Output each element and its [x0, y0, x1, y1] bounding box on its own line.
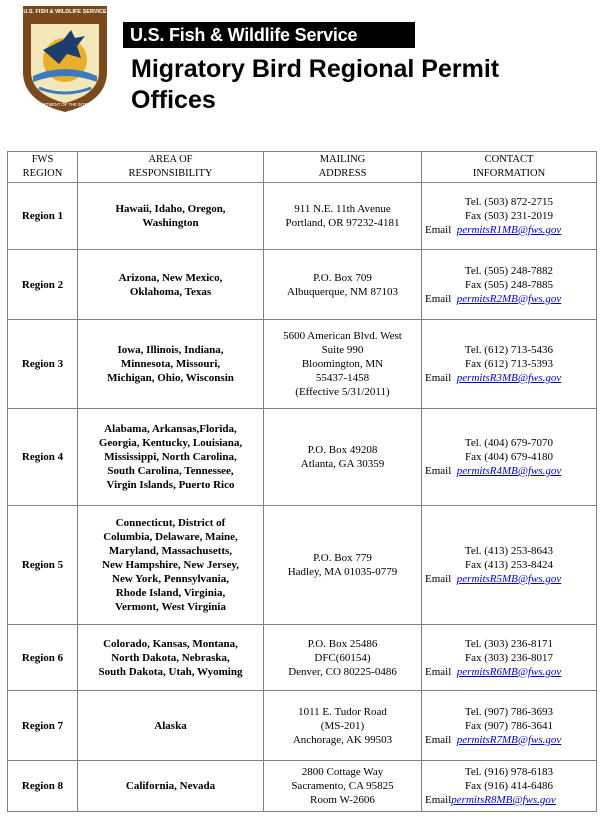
- contact-information: [422, 183, 597, 250]
- telephone: Tel. (303) 236-8171: [464, 637, 554, 650]
- fax: Fax (503) 231-2019: [465, 210, 553, 222]
- region-name: Region 1: [8, 183, 78, 250]
- address-line: (Effective 5/31/2011): [295, 386, 390, 398]
- email-label: Email: [425, 665, 452, 678]
- fax: Fax (505) 248-7885: [465, 278, 553, 291]
- email-label: Email: [425, 465, 452, 477]
- region-name: Region 8: [8, 761, 78, 812]
- address-line: P.O. Box 779: [313, 552, 372, 564]
- address-line: P.O. Box 25486: [307, 637, 378, 650]
- email-line: [425, 292, 593, 306]
- address-line: P.O. Box 49208: [307, 444, 378, 456]
- address-line: 5600 American Blvd. West: [283, 330, 402, 342]
- email-link[interactable]: permitsR5MB@fws.gov: [456, 573, 562, 585]
- area-line: South Carolina, Tennessee,: [107, 465, 234, 477]
- email-link[interactable]: permitsR8MB@fws.gov: [451, 794, 556, 806]
- table-header-row: [8, 152, 597, 183]
- email-label: Email: [425, 573, 452, 585]
- address-line: P.O. Box 709: [313, 271, 372, 284]
- telephone: Tel. (916) 978-6183: [464, 766, 554, 778]
- email-label: Email: [425, 794, 452, 806]
- logo-top-text: U.S. FISH & WILDLIFE SERVICE: [23, 9, 107, 15]
- email-line: [425, 793, 593, 807]
- mailing-address: [264, 409, 422, 506]
- address-line: Atlanta, GA 30359: [300, 458, 385, 470]
- col-header-region: FWS REGION: [8, 152, 78, 183]
- area-line: Connecticut, District of: [115, 517, 226, 529]
- table-row: [8, 183, 597, 250]
- area-of-responsibility: [78, 625, 264, 691]
- telephone: Tel. (907) 786-3693: [464, 705, 554, 718]
- area-line: Georgia, Kentucky, Louisiana,: [98, 437, 243, 449]
- area-line: Mississippi, North Carolina,: [104, 451, 237, 463]
- telephone: Tel. (413) 253-8643: [464, 545, 554, 557]
- area-line: North Dakota, Nebraska,: [111, 651, 230, 664]
- page-title: [131, 54, 591, 116]
- col-header-address: MAILING ADDRESS: [264, 152, 422, 183]
- email-label: Email: [425, 372, 452, 384]
- email-line: [425, 464, 593, 478]
- area-line: Michigan, Ohio, Wisconsin: [107, 372, 234, 384]
- agency-banner: U.S. Fish & Wildlife Service: [123, 22, 415, 48]
- region-name: Region 2: [8, 250, 78, 320]
- address-line: 55437-1458: [315, 372, 370, 384]
- area-of-responsibility: [78, 320, 264, 409]
- col-header-area: AREA OF RESPONSIBILITY: [78, 152, 264, 183]
- email-line: [425, 371, 593, 385]
- address-line: 911 N.E. 11th Avenue: [294, 203, 391, 215]
- table-row: [8, 761, 597, 812]
- address-line: Hadley, MA 01035-0779: [287, 566, 398, 578]
- area-line: Washington: [142, 217, 199, 229]
- area-line: California, Nevada: [125, 780, 216, 792]
- region-name: Region 5: [8, 506, 78, 625]
- fax: Fax (916) 414-6486: [465, 780, 553, 792]
- fax: Fax (404) 679-4180: [465, 451, 553, 463]
- area-line: Vermont, West Virginia: [115, 601, 226, 613]
- email-label: Email: [425, 292, 452, 305]
- fws-logo: [19, 2, 111, 114]
- contact-information: [422, 691, 597, 761]
- contact-information: [422, 761, 597, 812]
- address-line: Room W-2606: [310, 794, 375, 806]
- telephone: Tel. (612) 713-5436: [464, 344, 554, 356]
- address-line: DFC(60154): [314, 651, 371, 664]
- contact-information: [422, 506, 597, 625]
- address-line: Anchorage, AK 99503: [292, 733, 393, 746]
- email-link[interactable]: permitsR4MB@fws.gov: [456, 465, 562, 477]
- logo-bottom-text: DEPARTMENT OF THE INTERIOR: [32, 102, 98, 107]
- mailing-address: [264, 183, 422, 250]
- area-of-responsibility: [78, 506, 264, 625]
- area-line: Rhode Island, Virginia,: [115, 587, 226, 599]
- address-line: Bloomington, MN: [301, 358, 384, 370]
- mailing-address: [264, 506, 422, 625]
- area-of-responsibility: [78, 250, 264, 320]
- area-line: Arizona, New Mexico,: [118, 271, 223, 284]
- region-name: Region 6: [8, 625, 78, 691]
- area-line: Virgin Islands, Puerto Rico: [106, 479, 235, 491]
- contact-information: [422, 625, 597, 691]
- address-line: Denver, CO 80225-0486: [288, 665, 397, 678]
- email-link[interactable]: permitsR6MB@fws.gov: [456, 665, 562, 678]
- mailing-address: [264, 320, 422, 409]
- area-of-responsibility: [78, 691, 264, 761]
- contact-information: [422, 409, 597, 506]
- address-line: Suite 990: [321, 344, 364, 356]
- mailing-address: [264, 250, 422, 320]
- area-line: Columbia, Delaware, Maine,: [103, 531, 238, 543]
- fax: Fax (413) 253-8424: [465, 559, 553, 571]
- area-line: Alabama, Arkansas,Florida,: [104, 423, 237, 435]
- area-line: New York, Pennsylvania,: [112, 573, 229, 585]
- email-line: [425, 572, 593, 586]
- area-line: Iowa, Illinois, Indiana,: [117, 344, 224, 356]
- address-line: 2800 Cottage Way: [301, 766, 384, 778]
- email-line: [425, 665, 593, 679]
- email-line: [425, 223, 593, 237]
- email-link[interactable]: permitsR3MB@fws.gov: [456, 372, 562, 384]
- telephone: Tel. (505) 248-7882: [464, 264, 554, 277]
- area-line: New Hampshire, New Jersey,: [102, 559, 239, 571]
- fax: Fax (612) 713-5393: [465, 358, 553, 370]
- fax: Fax (303) 236-8017: [465, 651, 553, 664]
- address-line: Portland, OR 97232-4181: [285, 217, 400, 229]
- email-link[interactable]: permitsR7MB@fws.gov: [456, 733, 562, 746]
- address-line: (MS-201): [320, 719, 365, 732]
- email-link[interactable]: permitsR2MB@fws.gov: [456, 292, 562, 305]
- region-name: Region 4: [8, 409, 78, 506]
- email-link[interactable]: permitsR1MB@fws.gov: [456, 224, 562, 236]
- table-row: [8, 625, 597, 691]
- contact-information: [422, 250, 597, 320]
- table-row: [8, 250, 597, 320]
- area-of-responsibility: [78, 761, 264, 812]
- area-line: South Dakota, Utah, Wyoming: [98, 665, 243, 678]
- area-line: Alaska: [154, 719, 187, 732]
- page-title-line2: Offices: [131, 86, 216, 114]
- permit-offices-table: [7, 151, 597, 812]
- page-title-line1: Migratory Bird Regional Permit: [131, 55, 500, 83]
- area-line: Hawaii, Idaho, Oregon,: [115, 203, 226, 215]
- region-name: Region 3: [8, 320, 78, 409]
- contact-information: [422, 320, 597, 409]
- mailing-address: [264, 625, 422, 691]
- area-of-responsibility: [78, 183, 264, 250]
- table-row: [8, 506, 597, 625]
- mailing-address: [264, 761, 422, 812]
- email-line: [425, 733, 593, 747]
- area-line: Colorado, Kansas, Montana,: [103, 637, 238, 650]
- telephone: Tel. (503) 872-2715: [464, 196, 554, 208]
- table-row: [8, 320, 597, 409]
- address-line: Albuquerque, NM 87103: [287, 285, 398, 298]
- col-header-contact: CONTACT INFORMATION: [422, 152, 597, 183]
- fax: Fax (907) 786-3641: [465, 719, 553, 732]
- mailing-address: [264, 691, 422, 761]
- area-line: Minnesota, Missouri,: [120, 358, 221, 370]
- email-label: Email: [425, 224, 452, 236]
- table-row: [8, 691, 597, 761]
- area-of-responsibility: [78, 409, 264, 506]
- area-line: Maryland, Massachusetts,: [108, 545, 233, 557]
- region-name: Region 7: [8, 691, 78, 761]
- area-line: Oklahoma, Texas: [129, 285, 212, 298]
- table-row: [8, 409, 597, 506]
- email-label: Email: [425, 733, 452, 746]
- address-line: 1011 E. Tudor Road: [298, 705, 387, 718]
- address-line: Sacramento, CA 95825: [291, 780, 394, 792]
- telephone: Tel. (404) 679-7070: [464, 437, 554, 449]
